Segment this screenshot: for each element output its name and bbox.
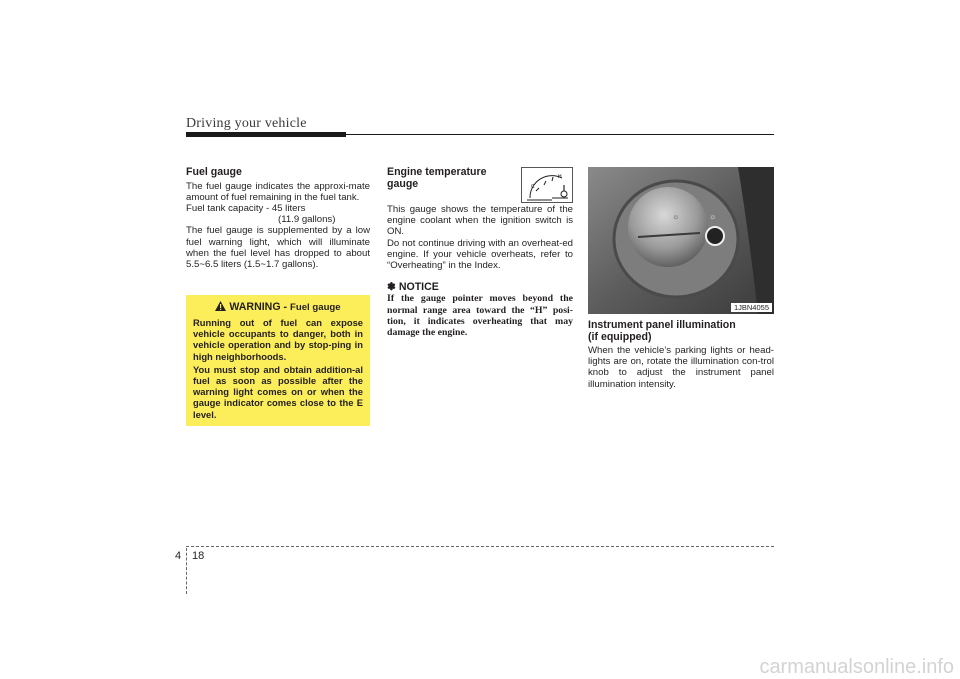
warning-text-1: Running out of fuel can expose vehicle occupants to danger, both in vehicle operation and by stop-ping in high neighborhoods. bbox=[193, 317, 363, 362]
engine-temp-section bbox=[387, 167, 573, 338]
illumination-heading: Instrument panel illumination bbox=[588, 319, 736, 331]
engine-temp-desc: This gauge shows the temperature of the engine coolant when the ignition switch is ON. bbox=[387, 204, 573, 238]
fuel-capacity: Fuel tank capacity - 45 liters bbox=[186, 202, 306, 214]
footer-rule bbox=[186, 546, 774, 547]
fuel-capacity-gallons: (11.9 gallons) bbox=[278, 214, 336, 226]
notice-body: If the gauge pointer moves beyond the normal range area toward the “H” posi-tion, it indicates overheating that may damage the engine. bbox=[387, 293, 573, 339]
engine-temp-overheat: Do not continue driving with an overheat-ed engine. If your vehicle overheats, refer to “Overheating” in the Index. bbox=[387, 237, 573, 272]
warning-text-2: You must stop and obtain addition-al fuel as soon as possible after the warning light comes on or when the gauge indicator comes close to the E level. bbox=[193, 363, 363, 420]
warning-subject: Fuel gauge bbox=[289, 302, 341, 313]
notice-title: ✽ NOTICE bbox=[387, 281, 439, 294]
svg-text:H: H bbox=[558, 174, 562, 180]
photo-label: 1JBN4055 bbox=[731, 303, 772, 312]
svg-text:C: C bbox=[531, 184, 535, 190]
header-rule bbox=[346, 134, 774, 135]
engine-temp-heading-2: gauge bbox=[387, 177, 419, 190]
svg-text:☼: ☼ bbox=[672, 212, 680, 221]
svg-text:☼: ☼ bbox=[709, 212, 717, 221]
fuel-gauge-section bbox=[186, 167, 370, 270]
warning-label: WARNING - bbox=[229, 301, 290, 313]
fuel-gauge-supplement: The fuel gauge is supplemented by a low fuel warning light, which will illuminate when the fuel level has dropped to about 5.5~6.5 liters (1.5~1.7 gallons). bbox=[186, 225, 370, 270]
warning-title bbox=[193, 301, 363, 314]
page-number: 18 bbox=[192, 550, 205, 562]
illumination-knob-photo bbox=[588, 167, 774, 314]
watermark: carmanualsonline.info bbox=[759, 656, 954, 678]
illumination-desc: When the vehicle’s parking lights or head-lights are on, rotate the illumination con-trol knob to adjust the instrument panel illumination intensity. bbox=[588, 345, 774, 390]
chapter-number: 4 bbox=[175, 550, 182, 562]
illumination-section bbox=[588, 320, 774, 390]
warning-triangle-icon bbox=[215, 301, 226, 311]
footer-divider bbox=[186, 548, 187, 594]
engine-temp-heading: Engine temperature bbox=[387, 166, 487, 178]
fuel-gauge-heading: Fuel gauge bbox=[186, 166, 242, 178]
warning-box bbox=[186, 295, 370, 426]
illumination-heading-2: (if equipped) bbox=[588, 330, 652, 343]
fuel-gauge-desc: The fuel gauge indicates the approxi-mate amount of fuel remaining in the fuel tank. bbox=[186, 180, 370, 203]
section-title: Driving your vehicle bbox=[186, 116, 307, 131]
header-bar bbox=[186, 132, 346, 137]
